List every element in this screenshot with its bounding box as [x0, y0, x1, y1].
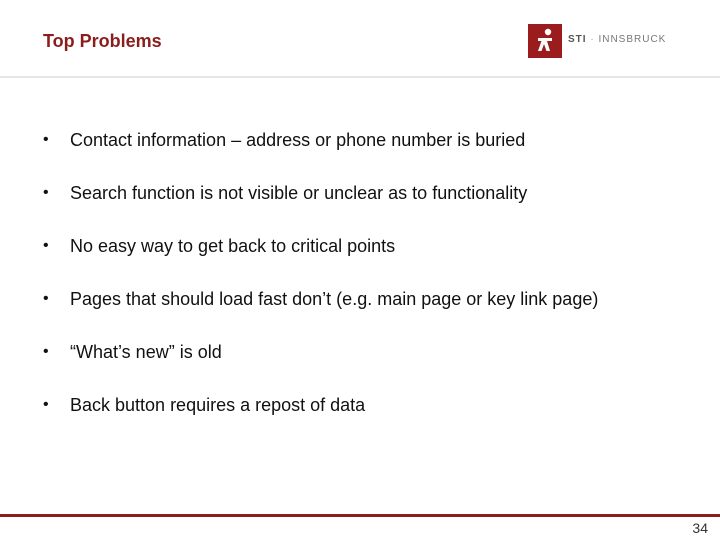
bullet-text: No easy way to get back to critical points: [70, 236, 396, 256]
bullet-text: Pages that should load fast don’t (e.g. main page or key link page): [70, 289, 599, 309]
logo-wordmark: [568, 34, 666, 45]
bullet-item: [43, 180, 703, 233]
bullet-item: [43, 339, 703, 392]
footer-divider: [0, 514, 720, 517]
sti-innsbruck-logo: [528, 24, 678, 58]
bullet-marker: •: [43, 131, 49, 148]
bullet-marker: •: [43, 343, 49, 360]
bullet-text: Search function is not visible or unclear as to functionality: [70, 183, 528, 203]
logo-text-innsbruck: INNSBRUCK: [598, 34, 667, 45]
header-divider: [0, 76, 720, 78]
logo-separator: ·: [586, 34, 599, 45]
bullet-list: [43, 127, 703, 445]
sti-figure-icon: [528, 24, 562, 58]
bullet-text: Contact information – address or phone number is buried: [70, 130, 526, 150]
bullet-marker: •: [43, 290, 49, 307]
bullet-item: [43, 233, 703, 286]
bullet-marker: •: [43, 396, 49, 413]
page-number: 34: [692, 520, 708, 536]
bullet-text: Back button requires a repost of data: [70, 395, 366, 415]
bullet-item: [43, 127, 703, 180]
logo-text-sti: STI: [568, 34, 587, 45]
bullet-item: [43, 392, 703, 445]
bullet-marker: •: [43, 184, 49, 201]
bullet-text: “What’s new” is old: [70, 342, 222, 362]
bullet-marker: •: [43, 237, 49, 254]
sti-figure-icon-graphic: [528, 24, 562, 58]
bullet-item: [43, 286, 703, 339]
slide-title: Top Problems: [43, 31, 162, 51]
